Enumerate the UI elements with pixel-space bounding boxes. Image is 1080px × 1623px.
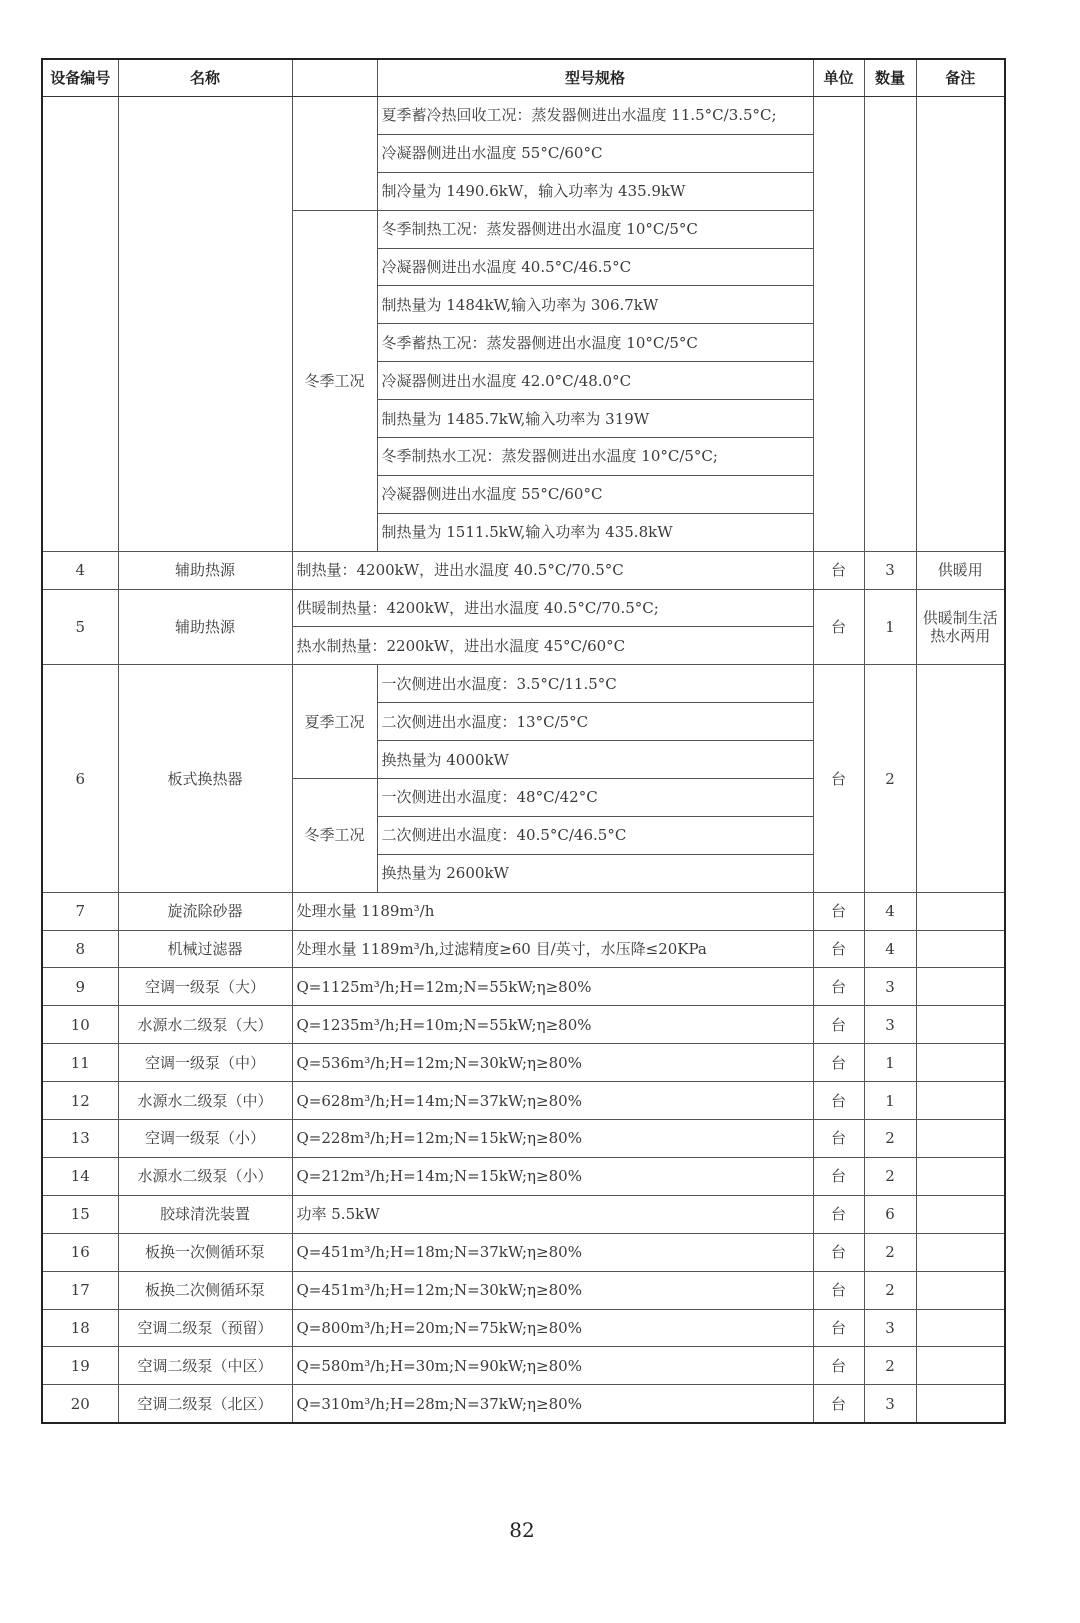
cell-spec: 功率 5.5kW [292,1195,813,1233]
cell-name: 胶球清洗装置 [118,1195,292,1233]
cell-qty: 1 [864,589,916,665]
cell-spec: Q=451m³/h;H=18m;N=37kW;η≥80% [292,1233,813,1271]
cell-qty: 3 [864,1385,916,1423]
cell-name [118,97,292,552]
cell-name: 机械过滤器 [118,930,292,968]
table-row [42,1347,1005,1385]
cell-note [916,1157,1005,1195]
cell-note [916,1195,1005,1233]
cell-code: 14 [42,1157,118,1195]
cell-code: 19 [42,1347,118,1385]
table-row [42,1157,1005,1195]
cell-spec: 冷凝器侧进出水温度 40.5°C/46.5°C [377,248,813,286]
cell-spec: 处理水量 1189m³/h,过滤精度≥60 目/英寸，水压降≤20KPa [292,930,813,968]
table-row [42,892,1005,930]
cell-name: 旋流除砂器 [118,892,292,930]
cell-unit: 台 [813,1120,864,1158]
cell-note [916,97,1005,552]
cell-code: 7 [42,892,118,930]
table-row [42,1120,1005,1158]
cell-spec: 制冷量为 1490.6kW，输入功率为 435.9kW [377,172,813,210]
cell-note [916,968,1005,1006]
cell-sub-summer: 夏季工况 [292,665,377,779]
cell-spec: 换热量为 4000kW [377,741,813,779]
cell-note: 供暖用 [916,551,1005,589]
table-row [42,930,1005,968]
cell-spec: 处理水量 1189m³/h [292,892,813,930]
cell-spec: 换热量为 2600kW [377,854,813,892]
cell-spec: 制热量为 1511.5kW,输入功率为 435.8kW [377,513,813,551]
cell-spec: 制热量为 1484kW,输入功率为 306.7kW [377,286,813,324]
cell-note [916,1347,1005,1385]
cell-code: 4 [42,551,118,589]
cell-note [916,1006,1005,1044]
cell-spec: 冷凝器侧进出水温度 55°C/60°C [377,475,813,513]
cell-code: 20 [42,1385,118,1423]
table-row [42,1309,1005,1347]
cell-name: 水源水二级泵（小） [118,1157,292,1195]
cell-spec: 冬季蓄热工况：蒸发器侧进出水温度 10°C/5°C [377,324,813,362]
cell-spec: 二次侧进出水温度：13°C/5°C [377,703,813,741]
cell-spec: 二次侧进出水温度：40.5°C/46.5°C [377,816,813,854]
cell-code: 15 [42,1195,118,1233]
cell-name: 空调二级泵（中区） [118,1347,292,1385]
cell-spec: 冬季制热工况：蒸发器侧进出水温度 10°C/5°C [377,210,813,248]
cell-code [42,97,118,552]
cell-unit: 台 [813,1082,864,1120]
header-sub [292,59,377,97]
table-row [42,1233,1005,1271]
cell-qty: 2 [864,1157,916,1195]
header-spec: 型号规格 [377,59,813,97]
cell-qty: 2 [864,1271,916,1309]
cell-spec: Q=1125m³/h;H=12m;N=55kW;η≥80% [292,968,813,1006]
cell-code: 10 [42,1006,118,1044]
cell-unit: 台 [813,968,864,1006]
cell-note [916,1385,1005,1423]
cell-spec: 制热量为 1485.7kW,输入功率为 319W [377,400,813,438]
cell-name: 辅助热源 [118,589,292,665]
cell-name: 水源水二级泵（大） [118,1006,292,1044]
cell-sub-winter: 冬季工况 [292,210,377,551]
table-row [42,551,1005,589]
cell-unit [813,97,864,552]
cell-name: 板式换热器 [118,665,292,892]
cell-qty: 3 [864,968,916,1006]
cell-qty: 6 [864,1195,916,1233]
cell-unit: 台 [813,1309,864,1347]
cell-spec: Q=628m³/h;H=14m;N=37kW;η≥80% [292,1082,813,1120]
cell-qty: 3 [864,1006,916,1044]
table-row [42,1385,1005,1423]
cell-name: 空调二级泵（北区） [118,1385,292,1423]
cell-qty: 2 [864,1233,916,1271]
cell-qty: 1 [864,1082,916,1120]
cell-unit: 台 [813,1385,864,1423]
header-qty: 数量 [864,59,916,97]
cell-qty: 2 [864,1347,916,1385]
cell-note [916,1082,1005,1120]
cell-note: 供暖制生活热水两用 [916,589,1005,665]
cell-qty: 1 [864,1044,916,1082]
cell-spec: Q=451m³/h;H=12m;N=30kW;η≥80% [292,1271,813,1309]
cell-code: 5 [42,589,118,665]
table-row [42,1082,1005,1120]
table-header-row [42,59,1005,97]
cell-qty: 3 [864,551,916,589]
cell-note [916,665,1005,892]
cell-name: 空调一级泵（小） [118,1120,292,1158]
cell-spec: Q=580m³/h;H=30m;N=90kW;η≥80% [292,1347,813,1385]
cell-note [916,930,1005,968]
cell-sub [292,97,377,211]
cell-unit: 台 [813,1271,864,1309]
cell-unit: 台 [813,1006,864,1044]
simple-rows [42,892,1005,1423]
table-row [42,97,1005,135]
cell-qty: 4 [864,892,916,930]
equipment-table [41,58,1006,1424]
cell-qty: 2 [864,1120,916,1158]
cell-unit: 台 [813,665,864,892]
cell-spec: 一次侧进出水温度：48°C/42°C [377,779,813,817]
header-code: 设备编号 [42,59,118,97]
cell-unit: 台 [813,1347,864,1385]
table-row [42,665,1005,703]
cell-unit: 台 [813,1157,864,1195]
cell-code: 11 [42,1044,118,1082]
cell-code: 18 [42,1309,118,1347]
cell-spec: 夏季蓄冷热回收工况：蒸发器侧进出水温度 11.5°C/3.5°C; [377,97,813,135]
cell-code: 13 [42,1120,118,1158]
cell-sub-winter: 冬季工况 [292,779,377,893]
cell-note [916,1309,1005,1347]
table-row [42,1044,1005,1082]
cell-unit: 台 [813,892,864,930]
cell-note [916,892,1005,930]
cell-name: 水源水二级泵（中） [118,1082,292,1120]
cell-spec: Q=310m³/h;H=28m;N=37kW;η≥80% [292,1385,813,1423]
cell-spec: 制热量：4200kW，进出水温度 40.5°C/70.5°C [292,551,813,589]
table-row [42,1195,1005,1233]
cell-qty: 3 [864,1309,916,1347]
cell-name: 空调二级泵（预留） [118,1309,292,1347]
cell-unit: 台 [813,1044,864,1082]
table-row [42,968,1005,1006]
cell-code: 17 [42,1271,118,1309]
cell-note [916,1271,1005,1309]
cell-spec: 热水制热量：2200kW，进出水温度 45°C/60°C [292,627,813,665]
cell-name: 辅助热源 [118,551,292,589]
cell-spec: 冷凝器侧进出水温度 42.0°C/48.0°C [377,362,813,400]
cell-spec: Q=212m³/h;H=14m;N=15kW;η≥80% [292,1157,813,1195]
cell-unit: 台 [813,551,864,589]
cell-qty: 2 [864,665,916,892]
table-row [42,1006,1005,1044]
cell-unit: 台 [813,589,864,665]
cell-spec: Q=1235m³/h;H=10m;N=55kW;η≥80% [292,1006,813,1044]
cell-qty [864,97,916,552]
header-unit: 单位 [813,59,864,97]
header-name: 名称 [118,59,292,97]
cell-name: 板换二次侧循环泵 [118,1271,292,1309]
cell-spec: 冷凝器侧进出水温度 55°C/60°C [377,134,813,172]
table-row [42,1271,1005,1309]
cell-note [916,1233,1005,1271]
cell-code: 12 [42,1082,118,1120]
cell-name: 空调一级泵（大） [118,968,292,1006]
cell-spec: 一次侧进出水温度：3.5°C/11.5°C [377,665,813,703]
header-note: 备注 [916,59,1005,97]
cell-name: 板换一次侧循环泵 [118,1233,292,1271]
cell-unit: 台 [813,1233,864,1271]
cell-spec: 冬季制热水工况：蒸发器侧进出水温度 10°C/5°C; [377,438,813,476]
page-number: 82 [509,1518,535,1542]
cell-unit: 台 [813,930,864,968]
cell-code: 6 [42,665,118,892]
cell-code: 16 [42,1233,118,1271]
cell-qty: 4 [864,930,916,968]
cell-code: 9 [42,968,118,1006]
cell-code: 8 [42,930,118,968]
cell-spec: Q=536m³/h;H=12m;N=30kW;η≥80% [292,1044,813,1082]
cell-note [916,1044,1005,1082]
cell-spec: Q=228m³/h;H=12m;N=15kW;η≥80% [292,1120,813,1158]
cell-spec: Q=800m³/h;H=20m;N=75kW;η≥80% [292,1309,813,1347]
table-row [42,589,1005,627]
cell-note [916,1120,1005,1158]
cell-unit: 台 [813,1195,864,1233]
cell-name: 空调一级泵（中） [118,1044,292,1082]
cell-spec: 供暖制热量：4200kW，进出水温度 40.5°C/70.5°C; [292,589,813,627]
